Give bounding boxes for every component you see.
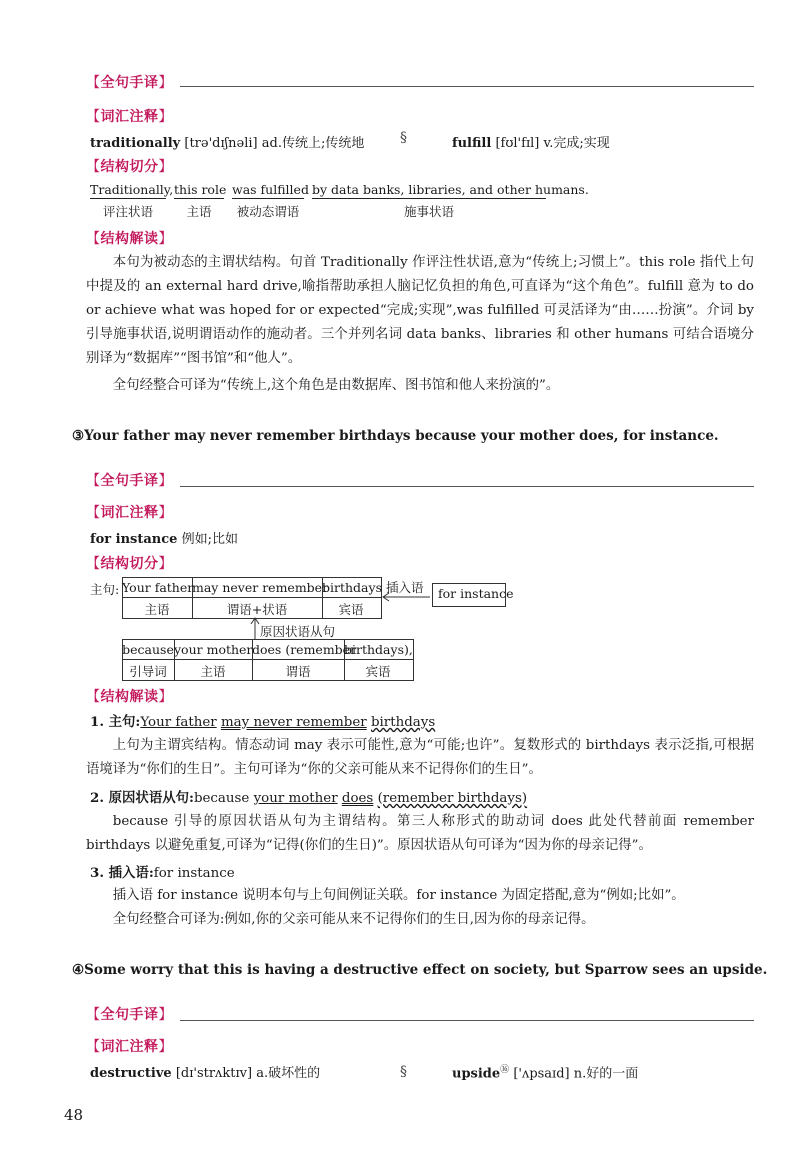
insert-label: 插入语 xyxy=(386,580,424,595)
tag-translate-3: 【全句手译】 xyxy=(86,1007,173,1023)
tag-split-1: 【结构切分】 xyxy=(86,159,173,175)
analysis-paragraph: 本句为被动态的主谓状结构。句首 Traditionally 作评注性状语,意为“传统上;习惯上”。this role 指代上句中提及的 an external hard drive,喻指帮助承担人脑记忆负担的角色,可直译为“这个角色”。fulfill 意为 to do or achieve what was hoped for or expected“完成;实现”,was fulfilled 可灵活译为“由……扮演”。介词 by 引导施事状语,说明谓语动作的施动者。三个并列名词 data banks、libraries 和 other humans 可结合语境分别译为“数据库”“图书馆”和“他人”。 xyxy=(86,255,754,366)
segment-en: this role xyxy=(174,182,227,197)
diagram-cell-zh: 引导词 xyxy=(129,664,167,679)
analysis-summary: 全句经整合可译为“传统上,这个角色是由数据库、图书馆和他人来扮演的”。 xyxy=(112,378,560,393)
vocab-entry-traditionally: traditionally [trə'dɪʃnəli] ad.传统上;传统地 xyxy=(90,136,365,151)
tag-vocab-2: 【词汇注释】 xyxy=(86,505,173,521)
diagram-cell-en: because xyxy=(122,642,174,657)
analysis-paragraph: because 引导的原因状语从句为主谓结构。第三人称形式的助动词 does 此处代替前面 remember birthdays 以避免重复,可译为“记得(你们的生日)”。原因状语从句可译为“因为你的母亲记得”。 xyxy=(86,814,754,853)
segment-en: was fulfilled xyxy=(232,182,309,197)
vocab-entry-destructive: destructive [dɪ'strʌktɪv] a.破坏性的 xyxy=(90,1066,321,1081)
subsection-reason-clause: 2. 原因状语从句:because your mother does (remember birthdays) xyxy=(90,790,528,806)
arrow-left-icon xyxy=(380,592,432,602)
vocab-entry-for-instance: for instance 例如;比如 xyxy=(90,532,238,547)
reason-clause-label: 原因状语从句 xyxy=(260,624,336,639)
diagram-cell-en: does (remember xyxy=(252,642,357,657)
diagram-cell-zh: 主语 xyxy=(144,602,170,617)
translation-blank-3[interactable] xyxy=(180,1020,754,1021)
diagram-cell-en: your mother xyxy=(174,642,253,657)
diagram-cell-zh: 宾语 xyxy=(338,602,364,617)
segment-zh: 施事状语 xyxy=(403,204,454,219)
separator-squiggle-icon: § xyxy=(400,1064,407,1080)
segment-en: by data banks, libraries, and other humans. xyxy=(312,182,589,197)
segment-zh: 主语 xyxy=(186,204,212,219)
sentence-heading-3: ③Your father may never remember birthdays because your mother does, for instance. xyxy=(72,428,719,444)
segment-en: Traditionally, xyxy=(90,182,174,197)
tag-analysis-1: 【结构解读】 xyxy=(86,231,173,247)
diagram-cell-zh: 主语 xyxy=(200,664,226,679)
main-clause-label: 主句: xyxy=(90,582,120,597)
diagram-cell-en: birthdays), xyxy=(344,642,413,657)
analysis-summary: 全句经整合可译为:例如,你的父亲可能从来不记得你们的生日,因为你的母亲记得。 xyxy=(112,912,595,927)
divider xyxy=(122,597,382,598)
divider xyxy=(122,659,414,660)
analysis-paragraph: 上句为主谓宾结构。情态动词 may 表示可能性,意为“可能;也许”。复数形式的 birthdays 表示泛指,可根据语境译为“你们的生日”。主句可译为“你的父亲可能从来不记得你们的生日”。 xyxy=(86,738,754,777)
analysis-paragraph: 插入语 for instance 说明本句与上句间例证关联。for instance 为固定搭配,意为“例如;比如”。 xyxy=(112,888,685,903)
diagram-cell-zh: 谓语 xyxy=(285,664,311,679)
vocab-entry-upside: upside⑯ ['ʌpsaɪd] n.好的一面 xyxy=(452,1065,639,1082)
segment-zh: 被动态谓语 xyxy=(236,204,300,219)
separator-squiggle-icon: § xyxy=(400,130,407,146)
tag-split-2: 【结构切分】 xyxy=(86,556,173,572)
translation-blank-1[interactable] xyxy=(180,86,754,87)
tag-translate-2: 【全句手译】 xyxy=(86,473,173,489)
diagram-cell-en: may never remember xyxy=(192,580,329,595)
insert-text: for instance xyxy=(438,586,514,601)
subsection-main-clause: 1. 主句:Your father may never remember birthdays xyxy=(90,714,436,730)
tag-analysis-2: 【结构解读】 xyxy=(86,689,173,705)
sentence-heading-4: ④Some worry that this is having a destructive effect on society, but Sparrow sees an upside. xyxy=(72,962,768,978)
vocab-entry-fulfill: fulfill [fʊl'fɪl] v.完成;实现 xyxy=(452,136,610,151)
diagram-cell-en: Your father xyxy=(122,580,194,595)
tag-translate-1: 【全句手译】 xyxy=(86,75,173,91)
diagram-cell-zh: 谓语+状语 xyxy=(226,602,288,617)
translation-blank-2[interactable] xyxy=(180,486,754,487)
page-number: 48 xyxy=(64,1106,84,1124)
tag-vocab-3: 【词汇注释】 xyxy=(86,1039,173,1055)
subsection-insert: 3. 插入语:for instance xyxy=(90,865,235,881)
diagram-cell-zh: 宾语 xyxy=(365,664,391,679)
segment-zh: 评注状语 xyxy=(102,204,153,219)
diagram-cell-en: birthdays xyxy=(322,580,382,595)
tag-vocab-1: 【词汇注释】 xyxy=(86,109,173,125)
arrow-up-icon xyxy=(250,617,260,639)
